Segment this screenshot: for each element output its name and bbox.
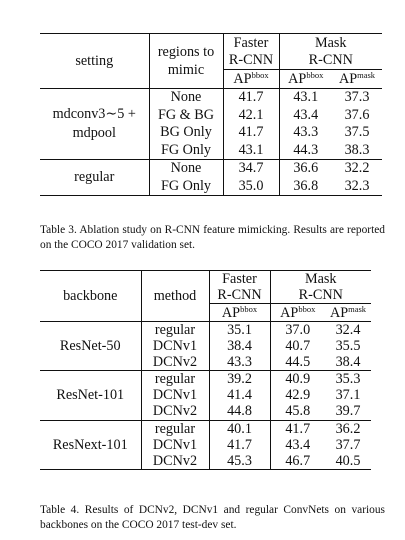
header-faster-line1: Faster (223, 34, 279, 52)
value-cell: 45.3 (209, 453, 270, 470)
value-cell: 35.1 (209, 321, 270, 338)
region-cell: FG & BG (149, 106, 223, 124)
backbone-cell: ResNet-101 (40, 371, 141, 421)
value-cell: 42.1 (223, 106, 279, 124)
value-cell: 41.7 (223, 124, 279, 142)
header-backbone: backbone (40, 271, 141, 322)
region-cell: FG Only (149, 177, 223, 195)
value-cell: 37.0 (270, 321, 325, 338)
value-cell: 37.1 (335, 387, 361, 404)
value-cell: 44.3 (279, 141, 332, 159)
method-cell: DCNv1 (141, 387, 209, 403)
value-cell: 43.4 (279, 106, 332, 124)
method-cell: DCNv1 (141, 338, 209, 354)
value-cell: 41.7 (209, 437, 270, 453)
value-cell: 35.5 (335, 337, 361, 354)
backbone-cell: ResNext-101 (40, 420, 141, 470)
method-cell: DCNv2 (141, 354, 209, 371)
setting-cell: mdconv3∼5 + mdpool (40, 88, 149, 159)
value-cell: 43.3 (209, 354, 270, 371)
method-cell: DCNv2 (141, 453, 209, 470)
value-cell: 43.1 (279, 88, 332, 106)
method-cell: regular (141, 420, 209, 437)
value-cell: 43.1 (223, 141, 279, 159)
value-cell: 43.3 (279, 124, 332, 142)
value-cell: 37.7 (335, 436, 361, 453)
header-mask-line2: R-CNN (270, 287, 371, 304)
value-cell: 36.2 (335, 420, 361, 437)
header-setting: setting (40, 34, 149, 89)
table-row (40, 420, 371, 437)
header-mask-ap-mask: $AP^{mask}$ (332, 70, 382, 89)
table-row (40, 371, 371, 388)
value-cell: 37.6 (344, 106, 370, 123)
value-cell: 41.4 (209, 387, 270, 403)
header-faster-line2: R-CNN (209, 287, 270, 304)
region-cell: FG Only (149, 141, 223, 159)
value-cell: 38.4 (325, 354, 371, 371)
value-cell: 39.2 (209, 371, 270, 388)
value-cell: 32.2 (344, 160, 370, 177)
value-cell: 36.8 (279, 177, 332, 195)
value-cell: 44.5 (270, 354, 325, 371)
header-regions: regions to mimic (149, 34, 223, 89)
header-mask-ap-bbox: $AP^{bbox}$ (279, 70, 332, 89)
value-cell: 42.9 (270, 387, 325, 403)
value-cell: 37.5 (344, 124, 370, 141)
region-cell: None (149, 159, 223, 177)
value-cell: 32.3 (332, 177, 382, 195)
value-cell: 45.8 (270, 404, 325, 421)
table-4-caption: Table 4. Results of DCNv2, DCNv1 and regular ConvNets on various backbones on the COCO 2017 test-dev set. (40, 504, 385, 531)
value-cell: 40.1 (209, 420, 270, 437)
value-cell: 44.8 (209, 404, 270, 421)
value-cell: 41.7 (223, 88, 279, 106)
header-mask-line1: Mask (270, 271, 371, 288)
table-4 (40, 270, 371, 470)
value-cell: 34.7 (223, 159, 279, 177)
header-faster-ap-bbox: $AP^{bbox}$ (223, 70, 279, 89)
header-method: method (141, 271, 209, 322)
table-row (40, 159, 382, 177)
value-cell: 40.5 (325, 453, 371, 470)
header-faster-line1: Faster (209, 271, 270, 288)
table-row (40, 321, 371, 338)
value-cell: 36.6 (279, 159, 332, 177)
value-cell: 43.4 (270, 437, 325, 453)
value-cell: 35.0 (223, 177, 279, 195)
backbone-cell: ResNet-50 (40, 321, 141, 371)
value-cell: 46.7 (270, 453, 325, 470)
value-cell: 35.3 (335, 371, 361, 388)
region-cell: BG Only (149, 124, 223, 142)
value-cell: 41.7 (270, 420, 325, 437)
value-cell: 40.7 (270, 338, 325, 354)
value-cell: 32.4 (335, 321, 361, 338)
method-cell: DCNv1 (141, 437, 209, 453)
header-mask-line2: R-CNN (279, 52, 382, 70)
value-cell: 40.9 (270, 371, 325, 388)
header-faster-ap-bbox: $AP^{bbox}$ (209, 304, 270, 321)
value-cell: 38.4 (209, 338, 270, 354)
header-mask-ap-bbox: $AP^{bbox}$ (270, 304, 325, 321)
header-mask-line1: Mask (279, 34, 382, 52)
value-cell: 38.3 (332, 141, 382, 159)
method-cell: regular (141, 321, 209, 338)
table-3 (40, 33, 382, 196)
header-faster-line2: R-CNN (223, 52, 279, 70)
table-3-caption: Table 3. Ablation study on R-CNN feature mimicking. Results are reported on the COCO 2017 validation set. (40, 224, 385, 251)
method-cell: DCNv2 (141, 404, 209, 421)
region-cell: None (149, 88, 223, 106)
value-cell: 37.3 (344, 89, 370, 106)
method-cell: regular (141, 371, 209, 388)
setting-cell: regular (40, 159, 149, 195)
value-cell: 39.7 (325, 404, 371, 421)
table-row (40, 88, 382, 106)
header-mask-ap-mask: $AP^{mask}$ (325, 304, 371, 321)
